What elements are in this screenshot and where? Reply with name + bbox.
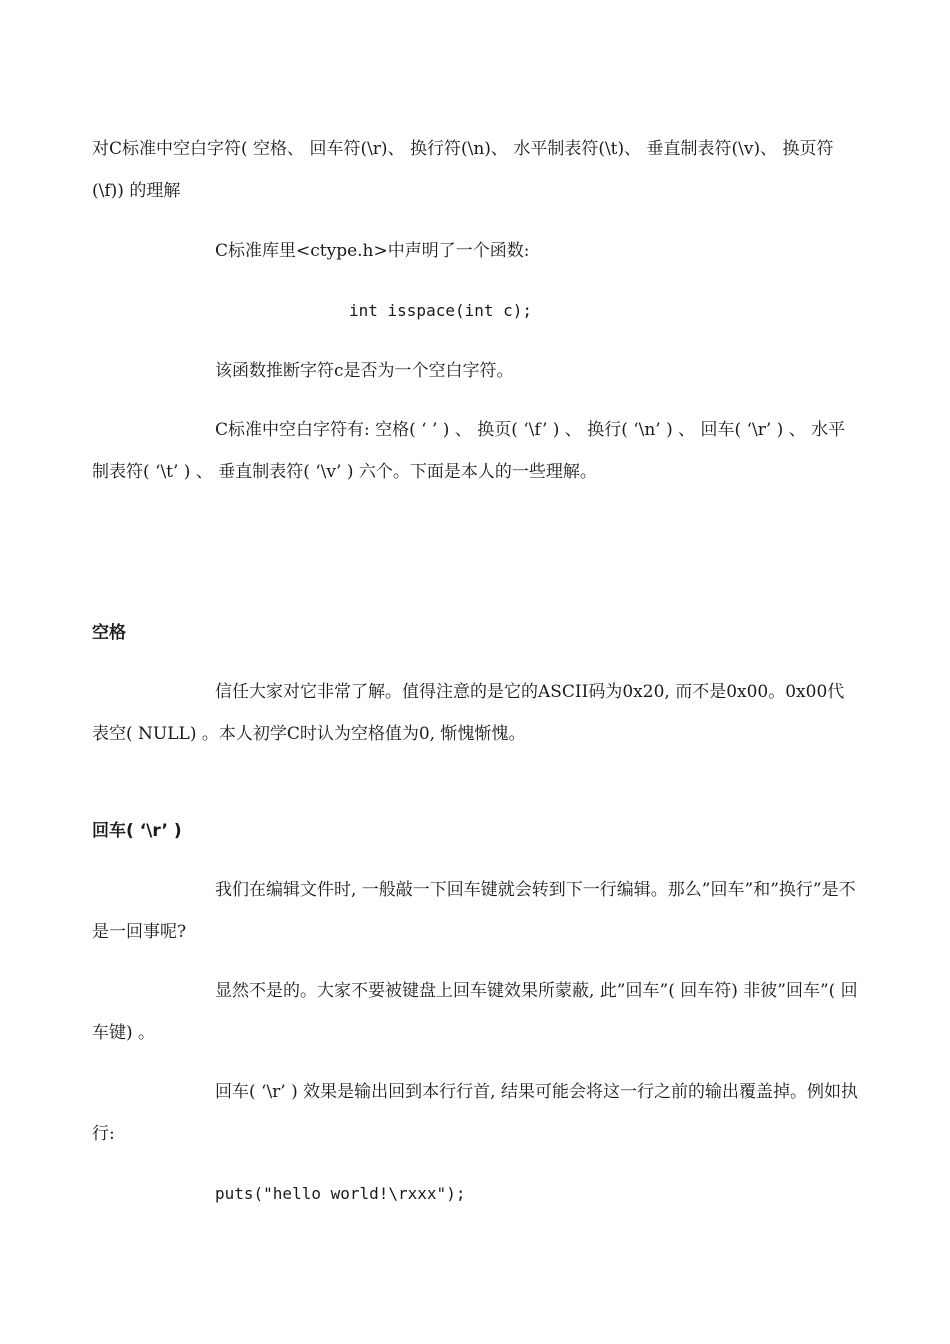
intro-paragraph: C标准库里<ctype.h>中声明了一个函数:	[215, 241, 530, 261]
carriage-return-paragraph-2: 显然不是的。大家不要被键盘上回车键效果所蒙蔽, 此”回车”( 回车符) 非彼”回车”( 回车键) 。	[92, 981, 858, 1043]
carriage-return-heading: 回车( ‘\r’ )	[92, 821, 182, 841]
title-paragraph: 对C标准中空白字符( 空格、 回车符(\r)、 换行符(\n)、 水平制表符(\t)、 垂直制表符(\v)、 换页符(\f)) 的理解	[92, 139, 834, 201]
description-paragraph: 该函数推断字符c是否为一个空白字符。	[215, 361, 514, 381]
carriage-return-paragraph-3: 回车( ‘\r’ ) 效果是输出回到本行行首, 结果可能会将这一行之前的输出覆盖掉。例如执行:	[92, 1082, 858, 1144]
code-isspace: int isspace(int c);	[349, 301, 533, 320]
carriage-return-paragraph-1: 我们在编辑文件时, 一般敲一下回车键就会转到下一行编辑。那么”回车”和”换行”是不是一回事呢?	[92, 880, 856, 942]
code-puts: puts("hello world!\rxxx");	[215, 1184, 466, 1203]
whitespace-list-paragraph: C标准中空白字符有: 空格( ‘ ’ ) 、 换页( ‘\f’ ) 、 换行( ‘\n’ ) 、 回车( ‘\r’ ) 、 水平制表符( ‘\t’ ) 、 垂直制表符( ‘\v’ ) 六个。下面是本人的一些理解。	[92, 420, 846, 482]
space-heading: 空格	[92, 623, 126, 643]
space-paragraph: 信任大家对它非常了解。值得注意的是它的ASCII码为0x20, 而不是0x00。0x00代表空( NULL) 。本人初学C时认为空格值为0, 惭愧惭愧。	[92, 682, 845, 744]
